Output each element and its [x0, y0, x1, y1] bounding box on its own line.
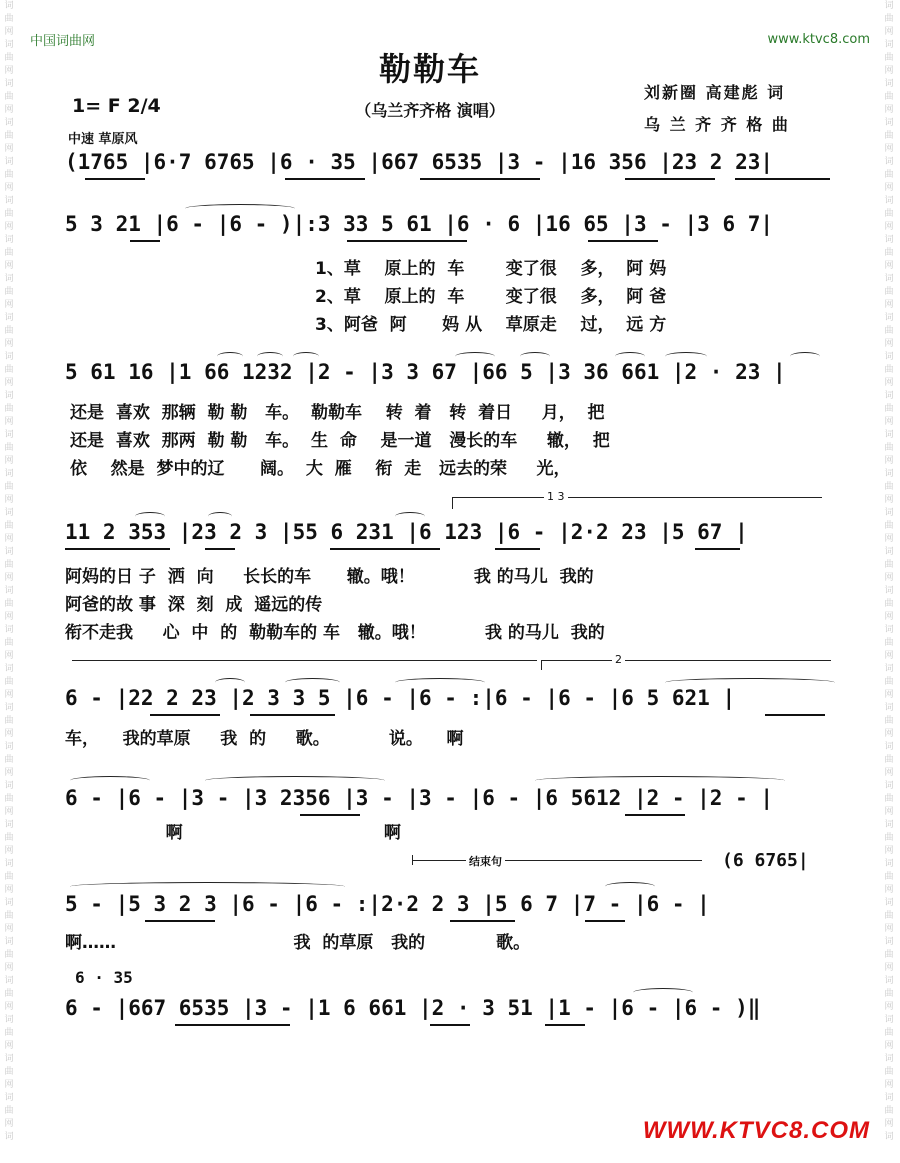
watermark-char: 网: [4, 846, 14, 856]
watermark-char: 词: [884, 469, 894, 479]
watermark-char: 词: [884, 1132, 894, 1142]
watermark-char: 曲: [4, 92, 14, 102]
watermark-char: 网: [884, 768, 894, 778]
watermark-char: 词: [4, 625, 14, 635]
watermark-char: 曲: [884, 209, 894, 219]
watermark-char: 词: [884, 391, 894, 401]
watermark-char: 词: [4, 1015, 14, 1025]
lyric-verse-2: 2、草 原上的 车 变了很 多， 阿 爸: [315, 287, 667, 307]
watermark-char: 词: [884, 898, 894, 908]
watermark-char: 网: [4, 378, 14, 388]
watermark-char: 词: [884, 274, 894, 284]
watermark-char: 曲: [4, 365, 14, 375]
watermark-char: 曲: [884, 92, 894, 102]
watermark-char: 曲: [4, 1067, 14, 1077]
watermark-char: 曲: [4, 872, 14, 882]
watermark-char: 曲: [884, 521, 894, 531]
coda-label: 结束句: [466, 853, 505, 869]
watermark-char: 曲: [4, 755, 14, 765]
lyricist-credit: 刘新圈 高建彪 词: [644, 83, 786, 102]
watermark-char: 曲: [884, 1106, 894, 1116]
watermark-char: 词: [4, 586, 14, 596]
watermark-char: 网: [4, 963, 14, 973]
watermark-char: 曲: [884, 638, 894, 648]
right-margin-watermark: [882, 0, 896, 1163]
jianpu-notes: 5 - |5 3 2 3 |6 - |6 - :|2·2 2 3 |5 6 7 |7 - |6 - |: [65, 892, 710, 916]
watermark-char: 曲: [4, 1106, 14, 1116]
watermark-char: 网: [884, 651, 894, 661]
watermark-char: 网: [884, 1002, 894, 1012]
watermark-char: 网: [884, 924, 894, 934]
watermark-char: 网: [884, 885, 894, 895]
watermark-char: 词: [884, 196, 894, 206]
watermark-char: 网: [4, 729, 14, 739]
watermark-char: 词: [884, 1054, 894, 1064]
watermark-char: 网: [4, 222, 14, 232]
watermark-char: 曲: [884, 560, 894, 570]
watermark-char: 网: [884, 807, 894, 817]
watermark-char: 词: [4, 313, 14, 323]
watermark-char: 网: [4, 924, 14, 934]
watermark-char: 网: [884, 300, 894, 310]
lyric-verse-1: 还是 喜欢 那辆 勒 勒 车。 勒勒车 转 着 转 着日 月， 把: [70, 403, 605, 423]
watermark-char: 词: [884, 40, 894, 50]
watermark-char: 曲: [884, 170, 894, 180]
performer-line: （乌兰齐齐格 演唱）: [355, 101, 505, 120]
watermark-char: 词: [884, 235, 894, 245]
watermark-char: 词: [884, 118, 894, 128]
watermark-char: 词: [4, 391, 14, 401]
site-name-link[interactable]: 中国词曲网: [30, 34, 96, 49]
watermark-char: 网: [4, 339, 14, 349]
watermark-char: 曲: [884, 911, 894, 921]
ossia-notes: 6 · 35: [75, 968, 133, 987]
watermark-char: 曲: [884, 443, 894, 453]
watermark-char: 网: [4, 1002, 14, 1012]
watermark-char: 曲: [4, 560, 14, 570]
watermark-char: 曲: [4, 911, 14, 921]
watermark-char: 词: [884, 79, 894, 89]
watermark-char: 词: [4, 781, 14, 791]
watermark-char: 曲: [4, 677, 14, 687]
watermark-char: 词: [4, 898, 14, 908]
watermark-char: 网: [884, 456, 894, 466]
left-margin-watermark: [2, 0, 16, 1163]
watermark-char: 词: [4, 118, 14, 128]
watermark-char: 词: [884, 1015, 894, 1025]
site-url-link[interactable]: www.ktvc8.com: [767, 32, 870, 47]
watermark-char: 曲: [884, 287, 894, 297]
watermark-char: 曲: [4, 326, 14, 336]
watermark-char: 网: [884, 1041, 894, 1051]
watermark-char: 词: [4, 157, 14, 167]
watermark-char: 网: [884, 846, 894, 856]
jianpu-notes: (1765 |6·7 6765 |6 · 35 |667 6535 |3 - |16 356 |23 2 23|: [65, 150, 774, 174]
watermark-char: 网: [4, 27, 14, 37]
watermark-char: 词: [884, 586, 894, 596]
watermark-char: 网: [4, 66, 14, 76]
watermark-char: 网: [4, 300, 14, 310]
watermark-char: 词: [884, 625, 894, 635]
watermark-char: 网: [884, 729, 894, 739]
jianpu-notes: 11 2 353 |23 2 3 |55 6 231 |6 123 |6 - |2·2 23 |5 67 |: [65, 520, 748, 544]
watermark-char: 曲: [4, 14, 14, 24]
watermark-char: 曲: [884, 794, 894, 804]
watermark-char: 网: [4, 495, 14, 505]
watermark-char: 网: [4, 1080, 14, 1090]
jianpu-notes: 5 3 21 |6 - |6 - )|:3 33 5 61 |6 · 6 |16 65 |3 - |3 6 7|: [65, 212, 774, 236]
watermark-char: 网: [884, 27, 894, 37]
watermark-char: 词: [884, 976, 894, 986]
watermark-char: 网: [884, 144, 894, 154]
tempo-marking: 中速 草原风: [68, 132, 138, 147]
watermark-char: 曲: [884, 950, 894, 960]
watermark-char: 网: [884, 1119, 894, 1129]
watermark-char: 词: [4, 547, 14, 557]
key-signature: 1= F 2/4: [72, 95, 161, 117]
watermark-char: 曲: [884, 326, 894, 336]
watermark-char: 网: [884, 612, 894, 622]
watermark-char: 词: [884, 508, 894, 518]
lyric-line: 车， 我的草原 我 的 歌。 说。 啊: [65, 729, 464, 749]
watermark-char: 词: [4, 430, 14, 440]
watermark-char: 网: [4, 573, 14, 583]
lyric-verse-2: 还是 喜欢 那两 勒 勒 车。 生 命 是一道 漫长的车 辙， 把: [70, 431, 610, 451]
watermark-char: 词: [884, 430, 894, 440]
lyric-verse-3: 依 然是 梦中的辽 阔。 大 雁 衔 走 远去的荣 光，: [70, 459, 571, 479]
watermark-char: 曲: [884, 1067, 894, 1077]
watermark-char: 词: [4, 274, 14, 284]
watermark-char: 词: [884, 781, 894, 791]
watermark-char: 曲: [884, 716, 894, 726]
watermark-char: 词: [4, 859, 14, 869]
watermark-char: 曲: [884, 872, 894, 882]
watermark-char: 词: [4, 820, 14, 830]
watermark-char: 词: [884, 1, 894, 11]
watermark-char: 词: [4, 1093, 14, 1103]
watermark-char: 曲: [884, 1028, 894, 1038]
composer-credit: 乌 兰 齐 齐 格 曲: [644, 115, 790, 134]
watermark-char: 曲: [4, 1028, 14, 1038]
watermark-char: 曲: [4, 443, 14, 453]
watermark-char: 词: [4, 235, 14, 245]
volta-label: 1 3: [544, 490, 568, 503]
watermark-char: 词: [4, 196, 14, 206]
watermark-char: 词: [4, 508, 14, 518]
watermark-char: 词: [4, 742, 14, 752]
watermark-char: 网: [4, 534, 14, 544]
watermark-char: 词: [884, 313, 894, 323]
watermark-char: 词: [884, 859, 894, 869]
watermark-char: 网: [884, 66, 894, 76]
watermark-char: 网: [4, 144, 14, 154]
watermark-char: 曲: [884, 599, 894, 609]
watermark-char: 曲: [4, 248, 14, 258]
watermark-char: 词: [884, 742, 894, 752]
watermark-char: 网: [884, 105, 894, 115]
watermark-char: 词: [4, 352, 14, 362]
lyric-verse-1: 阿妈的日 子 洒 向 长长的车 辙。哦！ 我 的马儿 我的: [65, 567, 594, 587]
watermark-char: 曲: [4, 287, 14, 297]
jianpu-notes: 5 61 16 |1 66 1232 |2 - |3 3 67 |66 5 |3 36 661 |2 · 23 |: [65, 360, 786, 384]
watermark-char: 曲: [4, 794, 14, 804]
song-title: 勒勒车: [378, 50, 481, 88]
lyric-line: 啊 啊: [65, 823, 401, 843]
watermark-char: 词: [4, 40, 14, 50]
watermark-char: 曲: [4, 53, 14, 63]
watermark-char: 网: [4, 1119, 14, 1129]
watermark-char: 词: [4, 664, 14, 674]
watermark-char: 网: [884, 183, 894, 193]
lyric-verse-2: 阿爸的故 事 深 刻 成 遥远的传: [65, 595, 323, 615]
watermark-char: 曲: [4, 404, 14, 414]
watermark-char: 网: [884, 963, 894, 973]
watermark-char: 曲: [884, 755, 894, 765]
watermark-char: 网: [4, 105, 14, 115]
watermark-char: 网: [4, 690, 14, 700]
watermark-char: 网: [884, 261, 894, 271]
watermark-char: 词: [884, 1093, 894, 1103]
watermark-char: 网: [884, 222, 894, 232]
volta-bracket-1-3: [452, 497, 822, 498]
watermark-char: 曲: [4, 131, 14, 141]
jianpu-notes: 6 - |667 6535 |3 - |1 6 661 |2 · 3 51 |1 - |6 - |6 - )‖: [65, 996, 761, 1020]
lyric-verse-1: 1、草 原上的 车 变了很 多， 阿 妈: [315, 259, 667, 279]
watermark-char: 曲: [4, 950, 14, 960]
watermark-char: 网: [4, 807, 14, 817]
watermark-char: 词: [884, 352, 894, 362]
watermark-char: 网: [884, 495, 894, 505]
watermark-char: 曲: [4, 209, 14, 219]
watermark-char: 曲: [884, 989, 894, 999]
watermark-char: 网: [4, 1041, 14, 1051]
watermark-char: 网: [884, 573, 894, 583]
volta-bracket-1-3-end: [72, 660, 537, 661]
watermark-char: 网: [4, 885, 14, 895]
footer-watermark: WWW.KTVC8.COM: [642, 1117, 870, 1144]
watermark-char: 词: [4, 79, 14, 89]
jianpu-notes: 6 - |6 - |3 - |3 2356 |3 - |3 - |6 - |6 5612 |2 - |2 - |: [65, 786, 774, 810]
jianpu-notes: 6 - |22 2 23 |2 3 3 5 |6 - |6 - :|6 - |6 - |6 5 621 |: [65, 686, 736, 710]
watermark-char: 曲: [884, 14, 894, 24]
watermark-char: 词: [884, 664, 894, 674]
lyric-verse-3: 衔不走我 心 中 的 勒勒车的 车 辙。哦！ 我 的马儿 我的: [65, 623, 605, 643]
coda-notes: (6 6765|: [722, 850, 809, 871]
volta-label: 2: [612, 653, 625, 666]
watermark-char: 词: [884, 157, 894, 167]
watermark-char: 网: [4, 456, 14, 466]
watermark-char: 词: [4, 1132, 14, 1142]
watermark-char: 曲: [884, 131, 894, 141]
watermark-char: 词: [884, 937, 894, 947]
watermark-char: 曲: [884, 53, 894, 63]
volta-bracket-2: [541, 660, 831, 661]
watermark-char: 词: [4, 1, 14, 11]
watermark-char: 曲: [884, 482, 894, 492]
watermark-char: 词: [4, 937, 14, 947]
watermark-char: 词: [4, 1054, 14, 1064]
watermark-char: 网: [884, 690, 894, 700]
watermark-char: 网: [4, 768, 14, 778]
watermark-char: 网: [4, 261, 14, 271]
watermark-char: 曲: [4, 170, 14, 180]
watermark-char: 曲: [4, 482, 14, 492]
watermark-char: 网: [4, 651, 14, 661]
watermark-char: 网: [4, 612, 14, 622]
watermark-char: 网: [884, 1080, 894, 1090]
watermark-char: 曲: [4, 989, 14, 999]
watermark-char: 词: [884, 820, 894, 830]
watermark-char: 曲: [884, 677, 894, 687]
watermark-char: 曲: [884, 365, 894, 375]
watermark-char: 网: [884, 534, 894, 544]
watermark-char: 曲: [884, 404, 894, 414]
watermark-char: 网: [884, 339, 894, 349]
coda-bracket: [412, 860, 702, 861]
watermark-char: 词: [4, 469, 14, 479]
watermark-char: 网: [884, 378, 894, 388]
watermark-char: 曲: [4, 716, 14, 726]
watermark-char: 网: [884, 417, 894, 427]
watermark-char: 网: [4, 183, 14, 193]
watermark-char: 曲: [4, 638, 14, 648]
watermark-char: 网: [4, 417, 14, 427]
lyric-verse-3: 3、阿爸 阿 妈 从 草原走 过， 远 方: [315, 315, 667, 335]
watermark-char: 词: [884, 703, 894, 713]
watermark-char: 曲: [4, 833, 14, 843]
watermark-char: 曲: [884, 248, 894, 258]
watermark-char: 词: [884, 547, 894, 557]
watermark-char: 曲: [4, 599, 14, 609]
watermark-char: 词: [4, 703, 14, 713]
watermark-char: 词: [4, 976, 14, 986]
watermark-char: 曲: [4, 521, 14, 531]
lyric-line: 啊…… 我 的草原 我的 歌。: [65, 933, 531, 953]
watermark-char: 曲: [884, 833, 894, 843]
